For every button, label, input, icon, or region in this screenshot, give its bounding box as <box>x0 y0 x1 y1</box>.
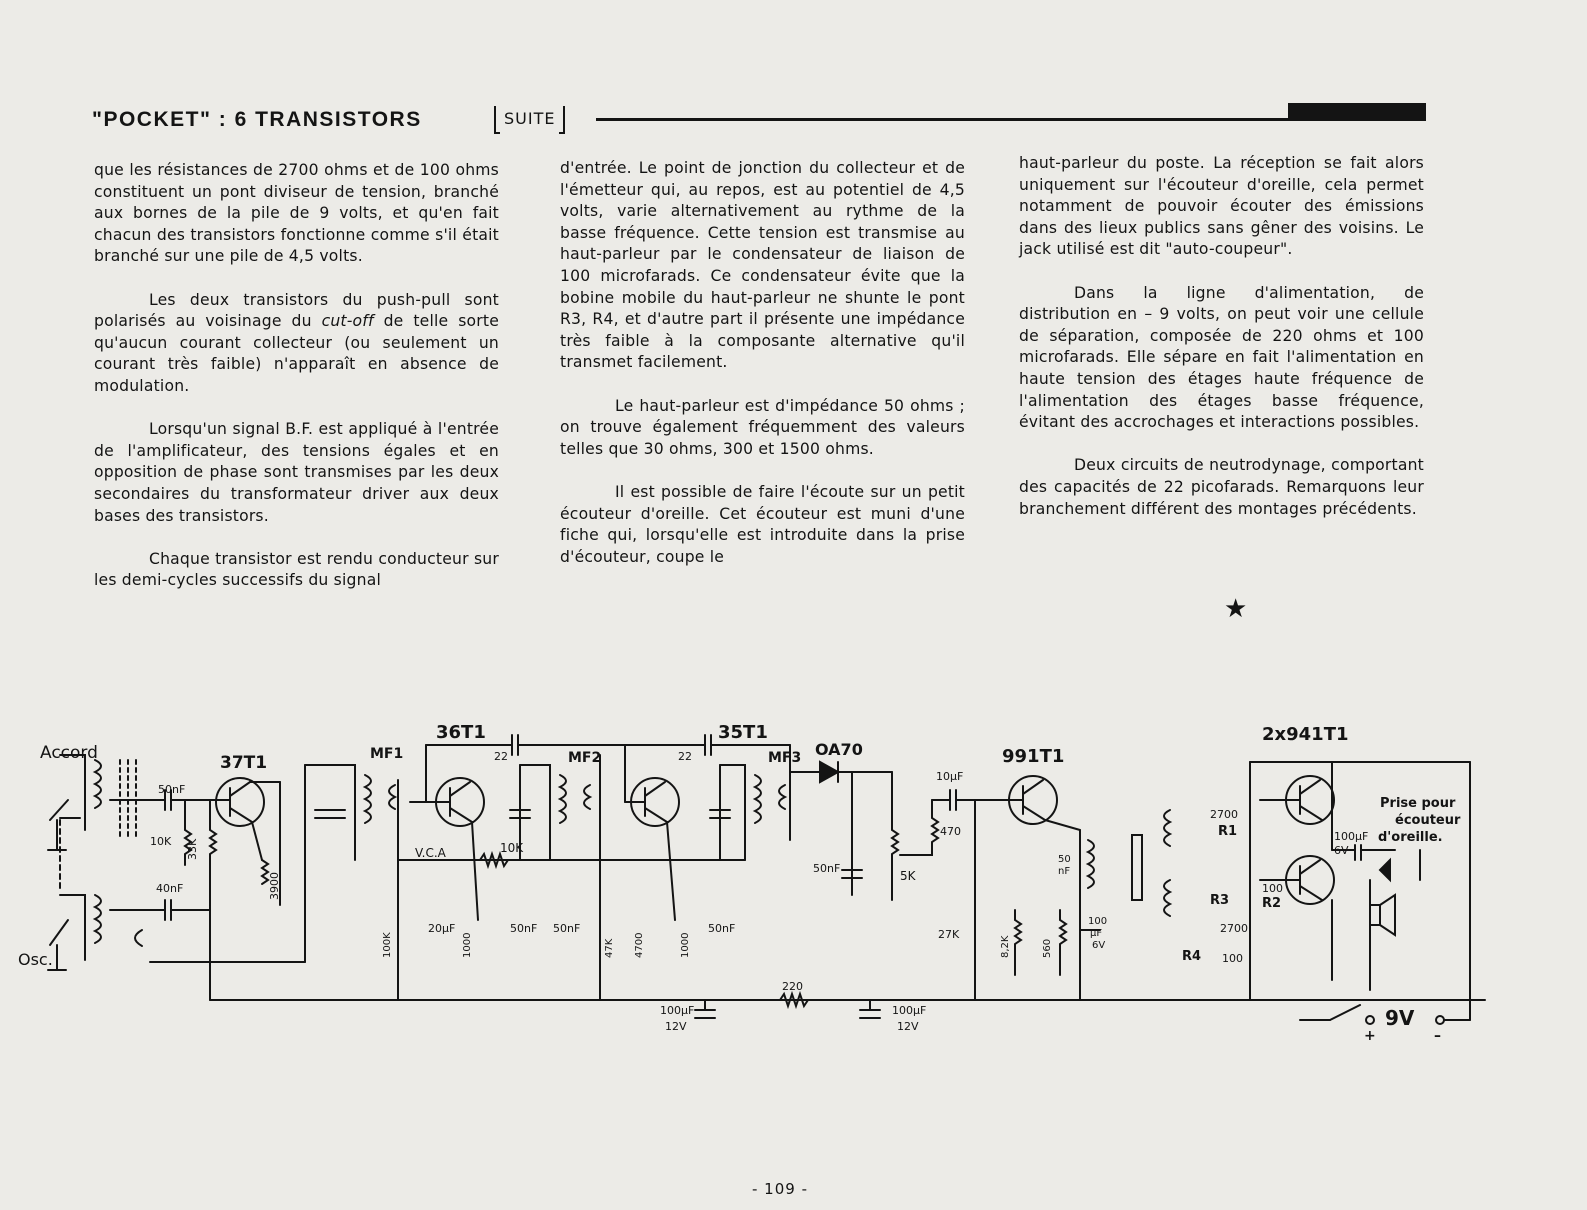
label-40nf: 40nF <box>156 882 184 895</box>
label-50nf: 50nF <box>158 783 186 796</box>
label-prise-1: Prise pour <box>1380 796 1456 811</box>
suite-label: SUITE <box>494 106 565 132</box>
label-100uf-12v-a2: 12V <box>665 1020 687 1033</box>
label-100k: 100K <box>382 932 393 958</box>
circuit-schematic <box>0 700 1587 1060</box>
label-transistor-2x941t1: 2x941T1 <box>1262 724 1349 745</box>
label-50nf-d: 50nF <box>708 922 736 935</box>
label-100uf-out2: 6V <box>1334 844 1349 857</box>
label-prise-2: écouteur <box>1395 813 1461 828</box>
label-r2: R2 <box>1262 896 1282 911</box>
paragraph: Chaque transistor est rendu conducteur sur les demi-cycles successifs du signal <box>94 549 499 590</box>
label-220: 220 <box>782 980 803 993</box>
label-100uf-12v-a: 100μF <box>660 1004 695 1017</box>
label-1000-b: 1000 <box>680 932 691 958</box>
label-r4: R4 <box>1182 949 1202 964</box>
label-22pf-b: 22 <box>678 750 692 763</box>
label-r3-value: 2700 <box>1220 922 1248 935</box>
label-100uf-12v-b2: 12V <box>897 1020 919 1033</box>
label-22pf-a: 22 <box>494 750 508 763</box>
label-100uf-6v-a: 100 <box>1088 916 1108 927</box>
label-50nf-e: 50nF <box>813 862 841 875</box>
label-prise-3: d'oreille. <box>1378 830 1443 845</box>
label-r3: R3 <box>1210 893 1230 908</box>
label-560: 560 <box>1042 938 1053 958</box>
paragraph: Dans la ligne d'alimentation, de distribution en – 9 volts, on peut voir une cellule de séparation, composée de 220 ohms et 100 microfarads. Elle sépare en fait l'alimentation en haute tension des étages haute fréquence de l'alimentation des étages basse fréquence, évitant des accrochages et interactions possibles. <box>1019 283 1424 432</box>
label-10uf: 10μF <box>936 770 964 783</box>
label-5k: 5K <box>900 869 916 883</box>
article-title: "POCKET" : 6 TRANSISTORS <box>92 108 422 131</box>
text-column-3 <box>1019 153 1424 542</box>
paragraph: d'entrée. Le point de jonction du collecteur et de l'émetteur qui, au repos, est au potentiel de 4,5 volts, varie alternativement au rythme de la basse fréquence. Cette tension est transmise au haut-parleur par le condensateur de liaison de 100 microfarads. Ce condensateur évite que la bobine mobile du haut-parleur ne shunte le pont R3, R4, et d'autre part il présente une impédance très faible à la composante alternative qu'il transmet facilement. <box>560 159 965 372</box>
label-47k: 47K <box>604 938 615 958</box>
label-transistor-37t1: 37T1 <box>220 753 268 773</box>
label-100uf-out: 100μF <box>1334 830 1369 843</box>
paragraph: Il est possible de faire l'écoute sur un petit écouteur d'oreille. Cet écouteur est muni d'une fiche qui, lorsqu'elle est introduite dans la prise d'écouteur, coupe le <box>560 482 965 566</box>
paragraph: que les résistances de 2700 ohms et de 100 ohms constituent un pont diviseur de tension, branché aux bornes de la pile de 9 volts, et qu'en fait chacun des transistors fonctionne comme s'il était branché sur une pile de 4,5 volts. <box>94 161 499 266</box>
label-8-2k: 8,2K <box>1000 935 1011 958</box>
label-mf2: MF2 <box>568 750 602 766</box>
label-diode-oa70: OA70 <box>815 740 863 759</box>
label-100uf-6v-c: 6V <box>1092 940 1106 951</box>
label-minus: – <box>1434 1028 1441 1044</box>
text-column-1 <box>94 160 499 613</box>
emphasis-text: cut-off <box>321 312 374 331</box>
label-27k: 27K <box>938 928 960 941</box>
label-r2-value: 100 <box>1262 882 1283 895</box>
label-transistor-36t1: 36T1 <box>436 722 486 743</box>
label-supply-9v: 9V <box>1385 1006 1415 1030</box>
label-50nf-c: 50nF <box>553 922 581 935</box>
star-icon: ★ <box>1224 594 1248 624</box>
text-column-2 <box>560 158 965 590</box>
label-20uf: 20μF <box>428 922 456 935</box>
label-osc: Osc. <box>18 950 53 969</box>
label-mf3: MF3 <box>768 750 802 766</box>
paragraph: Le haut-parleur est d'impédance 50 ohms ; on trouve également fréquemment des valeurs telles que 30 ohms, 300 et 1500 ohms. <box>560 396 965 458</box>
label-mf1: MF1 <box>370 746 404 762</box>
label-100uf-6v-b: μF <box>1090 928 1103 939</box>
label-vca: V.C.A <box>415 846 446 860</box>
label-4700: 4700 <box>634 932 645 958</box>
paragraph: haut-parleur du poste. La réception se fait alors uniquement sur l'écouteur d'oreille, cela permet notamment de pouvoir écouter des émissions dans des lieux publics sans gêner des voisins. Le jack utilisé est dit "auto-coupeur". <box>1019 154 1424 259</box>
label-3900: 3900 <box>268 872 281 900</box>
page-number: - 109 - <box>752 1180 808 1198</box>
paragraph-text: de telle sorte qu'aucun courant collecteur (ou seulement un courant très faible) n'apparaît en absence de modulation. <box>94 312 499 395</box>
label-10k: 10K <box>150 835 172 848</box>
label-r4-value: 100 <box>1222 952 1243 965</box>
label-r1: R1 <box>1218 824 1238 839</box>
header-bar <box>1288 103 1426 120</box>
label-50nf-f2: nF <box>1058 866 1071 877</box>
label-470: 470 <box>940 825 961 838</box>
paragraph <box>94 290 499 398</box>
label-transistor-991t1: 991T1 <box>1002 746 1065 767</box>
label-10k-b: 10K <box>500 841 524 855</box>
label-33k: 33K <box>186 838 199 860</box>
label-r1-value: 2700 <box>1210 808 1238 821</box>
label-100uf-12v-b: 100μF <box>892 1004 927 1017</box>
paragraph: Deux circuits de neutrodynage, comportant des capacités de 22 picofarads. Remarquons leur branchement différent des montages précédents. <box>1019 456 1424 518</box>
label-plus: + <box>1364 1028 1376 1044</box>
label-transistor-35t1: 35T1 <box>718 722 768 743</box>
label-accord: Accord <box>40 743 98 763</box>
label-50nf-b: 50nF <box>510 922 538 935</box>
label-1000: 1000 <box>462 932 473 958</box>
label-50nf-f: 50 <box>1058 854 1071 865</box>
paragraph-text: Les deux transistors du push-pull sont polarisés au voisinage du <box>94 290 499 331</box>
paragraph: Lorsqu'un signal B.F. est appliqué à l'entrée de l'amplificateur, des tensions égales et en opposition de phase sont transmises par les deux secondaires du transformateur driver aux deux bases des transistors. <box>94 420 499 525</box>
